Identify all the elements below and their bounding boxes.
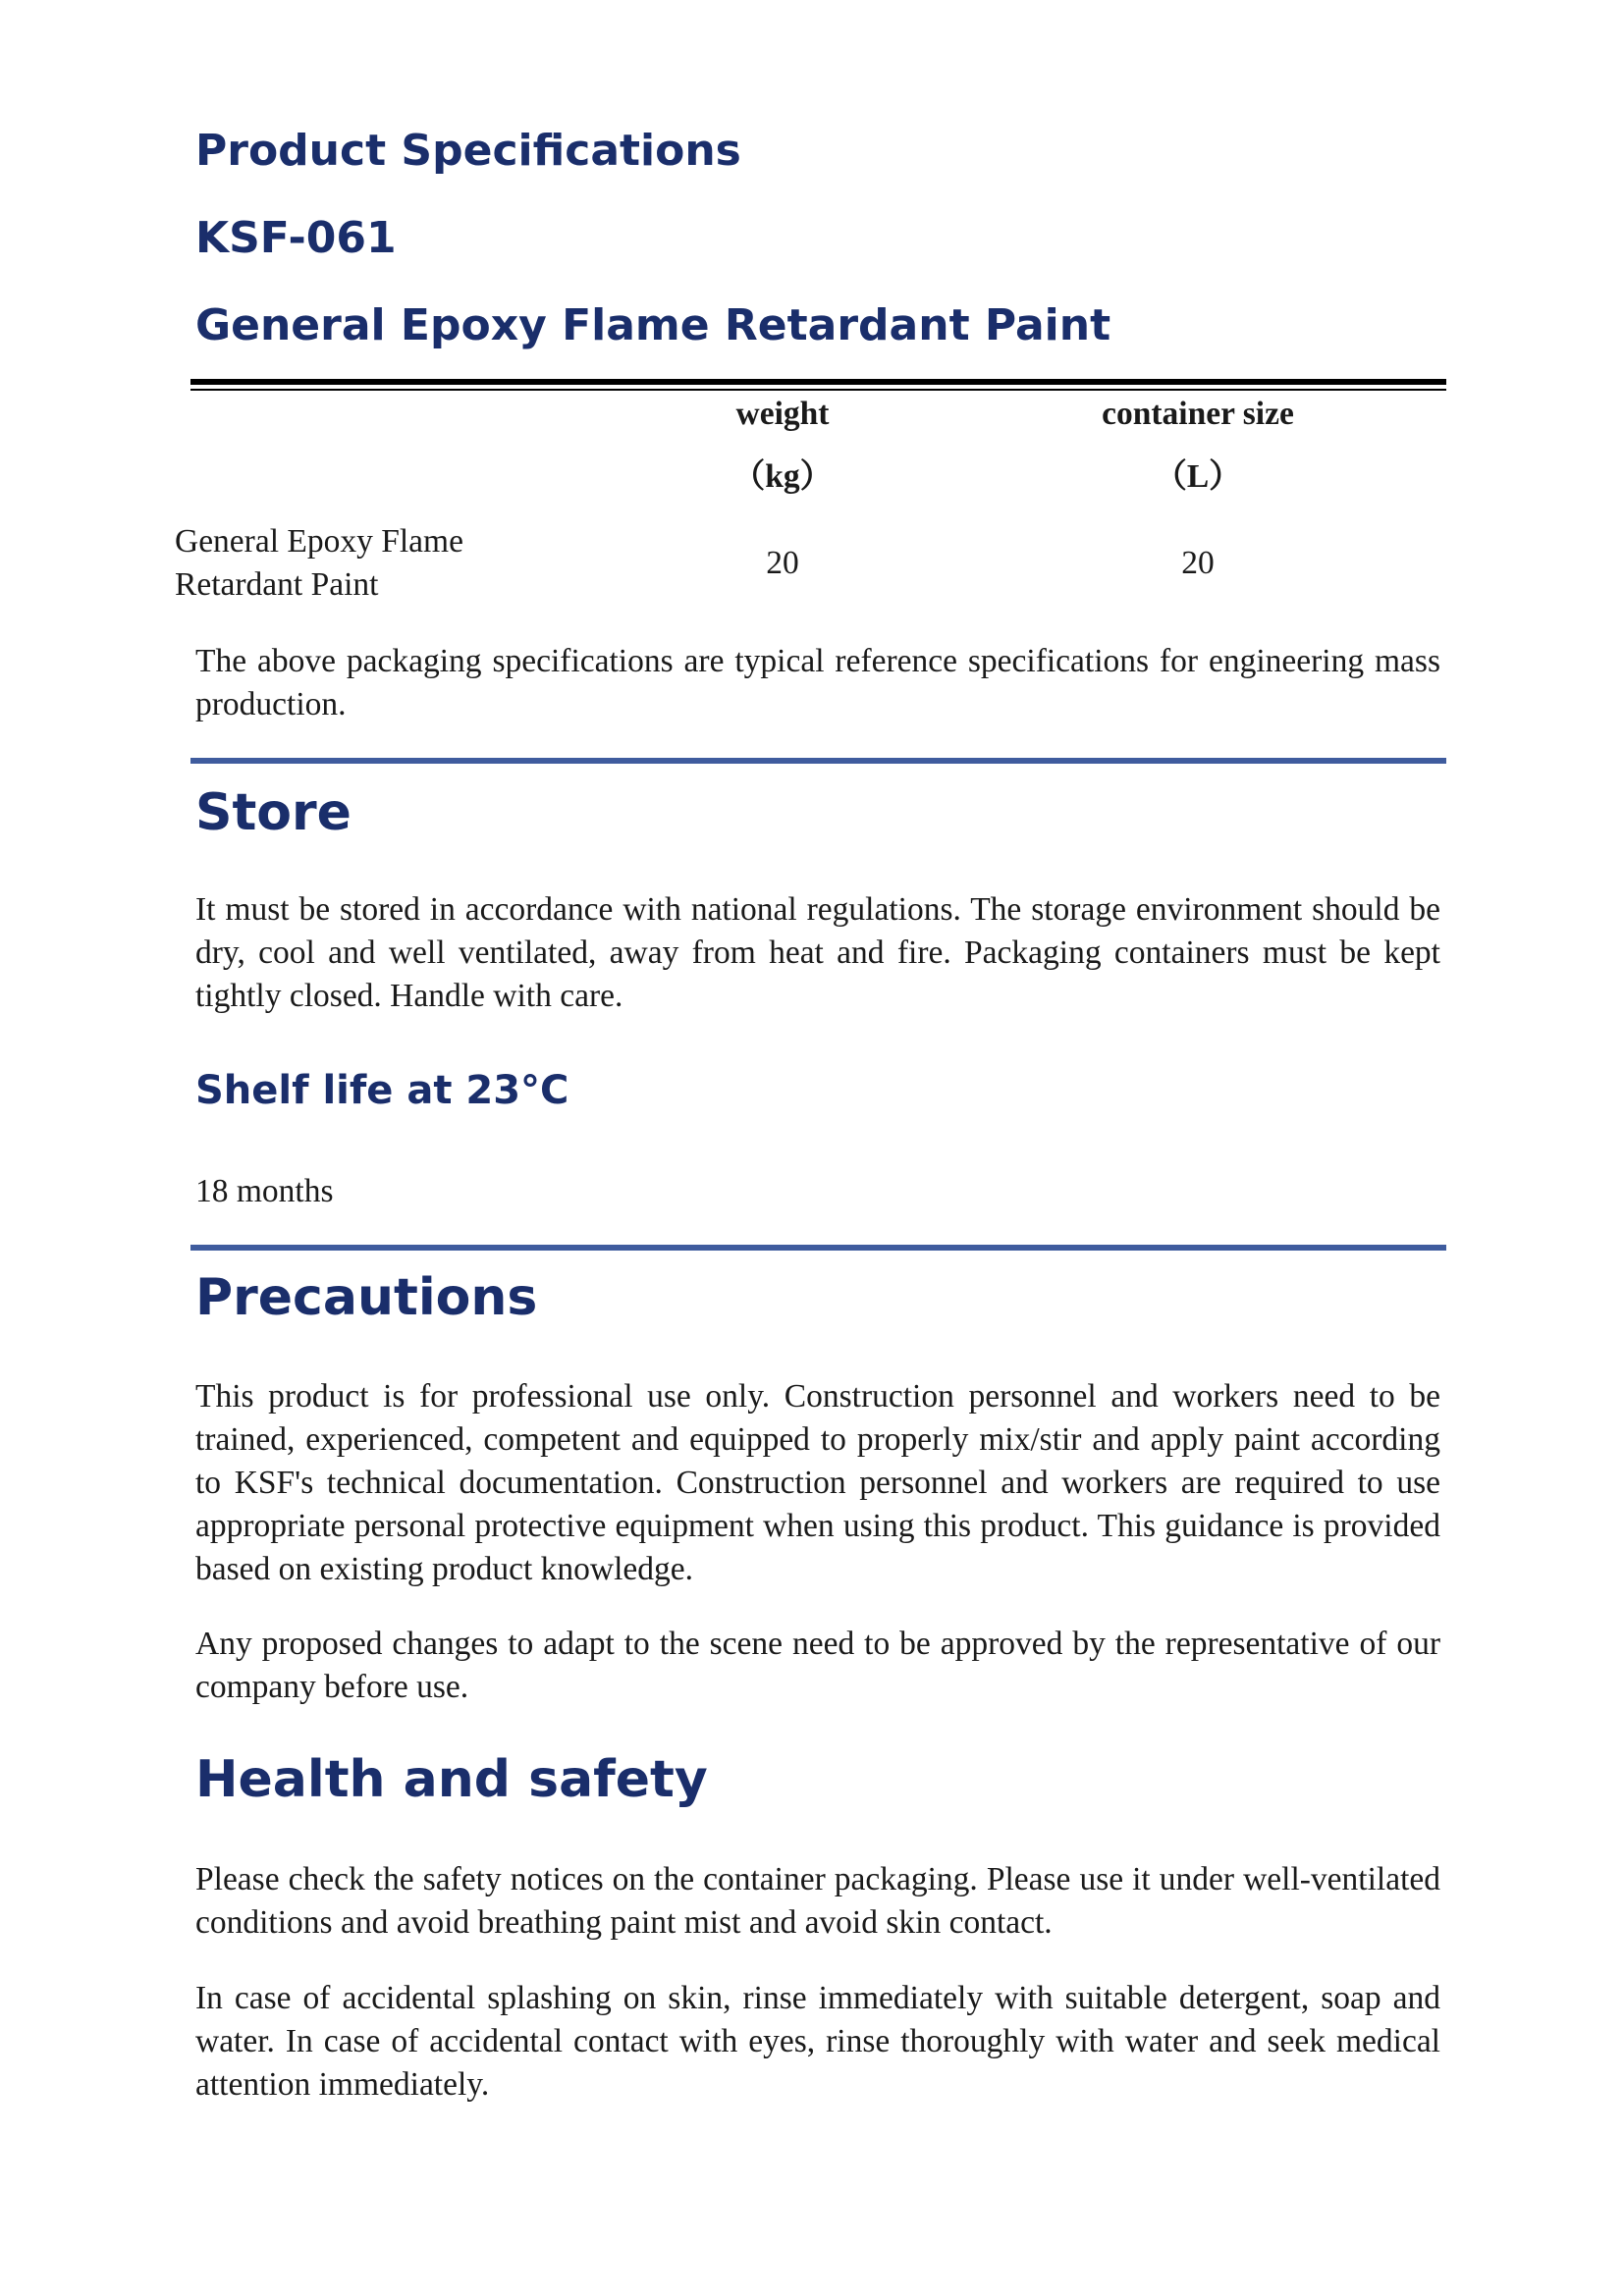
shelf-life-value: 18 months (195, 1173, 334, 1209)
packaging-note: The above packaging specifications are typical reference specifications for engineering mass production. (195, 643, 1440, 722)
row-product-name-line2: Retardant Paint (175, 566, 379, 603)
column-header-container-size: container size (1102, 396, 1294, 432)
section-divider-store (190, 758, 1446, 764)
row-product-name-line1: General Epoxy Flame (175, 523, 463, 560)
table-top-rule (190, 379, 1446, 385)
health-safety-paragraph-2: In case of accidental splashing on skin, rinse immediately with suitable detergent, soap and water. In case of accidental contact with eyes, rinse thoroughly with water and seek medical attention immediately. (195, 1980, 1440, 2103)
product-code: KSF-061 (195, 213, 397, 263)
row-weight-value: 20 (766, 545, 799, 581)
column-unit-weight: （kg） (731, 458, 834, 495)
precautions-paragraph-1: This product is for professional use only. Construction personnel and workers need to be trained, experienced, competent and equipped to properly mix/stir and apply paint according to KSF's technical documentation. Construction personnel and workers are required to use appropriate personal protective equipment when using this product. This guidance is provided based on existing product knowledge. (195, 1378, 1440, 1587)
health-safety-paragraph-1: Please check the safety notices on the container packaging. Please use it under well-ventilated conditions and avoid breathing paint mist and avoid skin contact. (195, 1861, 1440, 1941)
column-unit-container-size: （L） (1154, 458, 1242, 495)
health-safety-heading: Health and safety (195, 1750, 708, 1809)
product-name: General Epoxy Flame Retardant Paint (195, 300, 1111, 350)
column-header-weight: weight (735, 396, 830, 432)
store-text: It must be stored in accordance with national regulations. The storage environment should be dry, cool and well ventilated, away from heat and fire. Packaging containers must be kept tightly closed. Handle with care. (195, 891, 1440, 1014)
table-top-rule-thin (190, 389, 1446, 391)
shelf-life-heading: Shelf life at 23°C (195, 1068, 569, 1113)
precautions-heading: Precautions (195, 1268, 538, 1327)
document-title: Product Specifications (195, 126, 741, 176)
store-heading: Store (195, 783, 352, 842)
precautions-paragraph-2: Any proposed changes to adapt to the scene need to be approved by the representative of our company before use. (195, 1626, 1440, 1705)
row-container-size-value: 20 (1181, 545, 1215, 581)
section-divider-precautions (190, 1245, 1446, 1251)
